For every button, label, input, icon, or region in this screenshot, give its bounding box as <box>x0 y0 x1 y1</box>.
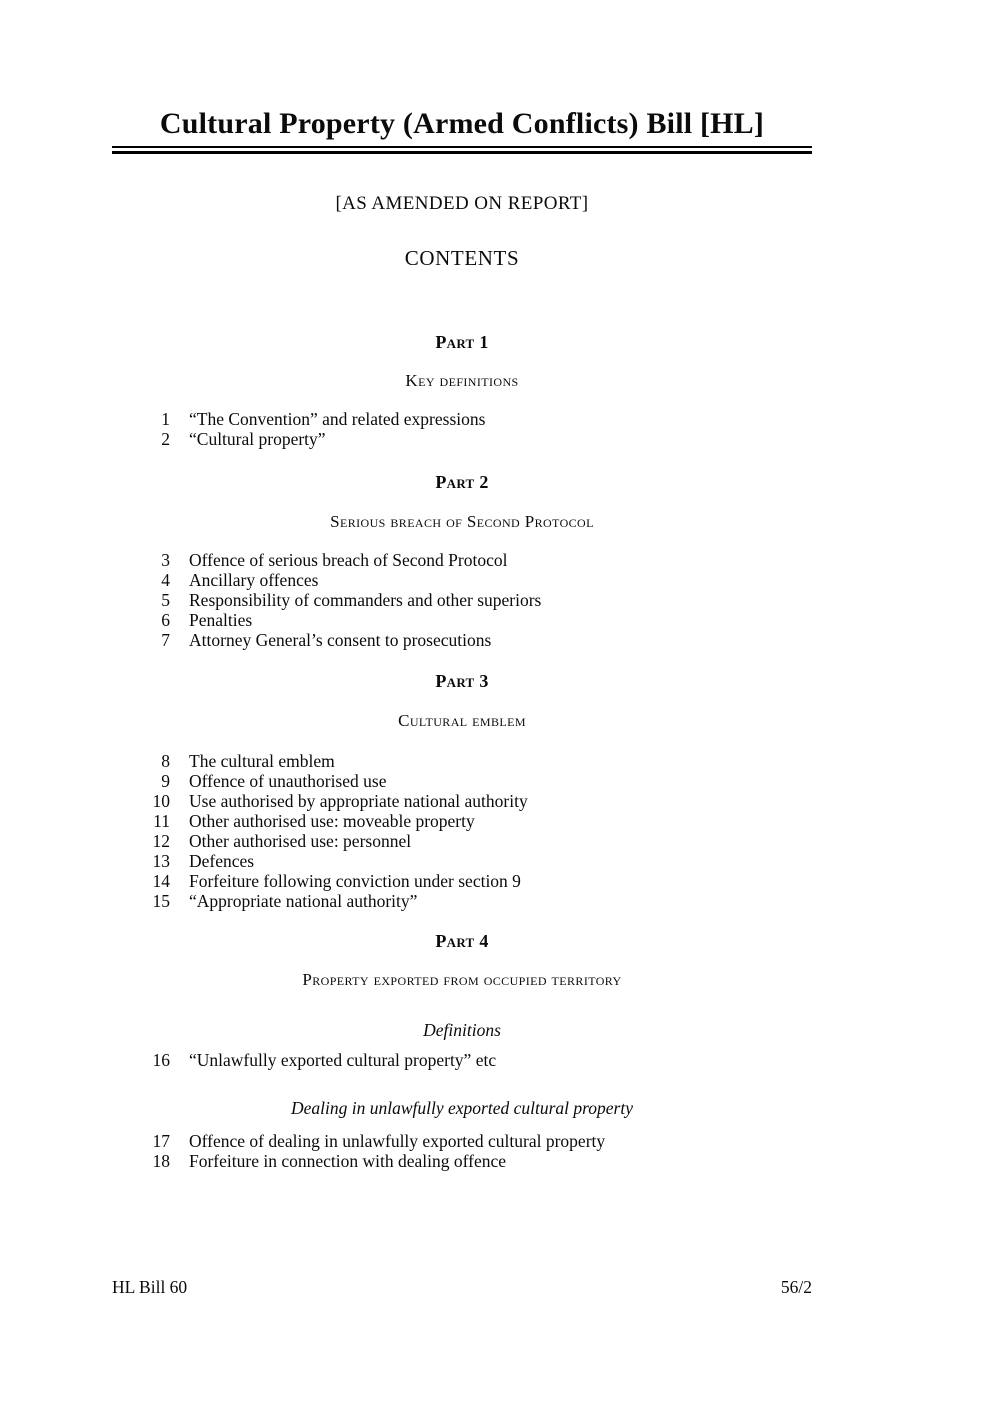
section-title: Defences <box>189 851 255 871</box>
section-list <box>112 550 812 650</box>
section-number: 10 <box>152 791 170 811</box>
section-list <box>112 1050 812 1070</box>
part-label: Part 1 <box>435 332 489 352</box>
part-heading: Property exported from occupied territory <box>302 970 622 989</box>
section-row <box>112 771 812 791</box>
section-title: Penalties <box>189 610 253 630</box>
section-number: 14 <box>152 871 170 891</box>
section-number: 6 <box>161 610 170 630</box>
section-row <box>112 1050 812 1070</box>
section-title: Forfeiture following conviction under section 9 <box>189 871 521 891</box>
section-row <box>112 630 812 650</box>
section-row <box>112 831 812 851</box>
section-title: “Cultural property” <box>189 429 326 449</box>
footer-session-code: 56/2 <box>780 1277 812 1297</box>
section-title: Forfeiture in connection with dealing offence <box>189 1151 506 1171</box>
section-number: 9 <box>161 771 170 791</box>
amendment-note: [AS AMENDED ON REPORT] <box>335 193 589 214</box>
section-title: The cultural emblem <box>189 751 335 771</box>
contents-page <box>112 0 812 1171</box>
section-title: Offence of dealing in unlawfully exported cultural property <box>189 1131 606 1151</box>
section-number: 1 <box>161 409 170 429</box>
section-row <box>112 590 812 610</box>
section-row <box>112 610 812 630</box>
crossheading: Dealing in unlawfully exported cultural property <box>290 1098 633 1118</box>
page-footer <box>112 1277 812 1298</box>
part-heading: Cultural emblem <box>398 711 526 730</box>
contents-heading: CONTENTS <box>404 246 520 270</box>
section-title: Ancillary offences <box>189 570 319 590</box>
section-number: 5 <box>161 590 170 610</box>
part-label: Part 3 <box>435 671 489 691</box>
section-number: 17 <box>152 1131 170 1151</box>
section-row <box>112 429 812 449</box>
section-title: Other authorised use: moveable property <box>189 811 475 831</box>
part-heading: Key definitions <box>405 371 519 390</box>
section-title: “Unlawfully exported cultural property” etc <box>189 1050 497 1070</box>
section-row <box>112 891 812 911</box>
section-row <box>112 1151 812 1171</box>
section-number: 7 <box>161 630 170 650</box>
section-title: Responsibility of commanders and other superiors <box>189 590 542 610</box>
section-row <box>112 871 812 891</box>
section-number: 11 <box>153 811 170 831</box>
crossheading: Definitions <box>423 1020 501 1040</box>
section-row <box>112 851 812 871</box>
section-number: 15 <box>152 891 170 911</box>
part-heading: Serious breach of Second Protocol <box>330 512 594 531</box>
footer-bill-number: HL Bill 60 <box>112 1277 188 1297</box>
section-number: 4 <box>161 570 170 590</box>
part-label: Part 4 <box>435 931 489 951</box>
section-number: 16 <box>152 1050 170 1070</box>
section-title: Other authorised use: personnel <box>189 831 412 851</box>
section-number: 2 <box>161 429 170 449</box>
section-number: 3 <box>161 550 170 570</box>
part-label: Part 2 <box>435 472 489 492</box>
section-number: 8 <box>161 751 170 771</box>
section-list <box>112 751 812 911</box>
section-number: 12 <box>152 831 170 851</box>
bill-title: Cultural Property (Armed Conflicts) Bill [HL] <box>159 107 765 140</box>
section-title: “Appropriate national authority” <box>189 891 418 911</box>
double-rule <box>112 146 812 154</box>
section-number: 13 <box>152 851 170 871</box>
section-list <box>112 1131 812 1171</box>
section-row <box>112 409 812 429</box>
section-title: Attorney General’s consent to prosecutions <box>189 630 492 650</box>
section-list <box>112 409 812 449</box>
section-number: 18 <box>152 1151 170 1171</box>
section-row <box>112 570 812 590</box>
section-row <box>112 791 812 811</box>
section-row <box>112 1131 812 1151</box>
section-title: “The Convention” and related expressions <box>189 409 486 429</box>
section-title: Offence of serious breach of Second Protocol <box>189 550 508 570</box>
section-title: Offence of unauthorised use <box>189 771 387 791</box>
section-title: Use authorised by appropriate national authority <box>189 791 528 811</box>
section-row <box>112 811 812 831</box>
section-row <box>112 550 812 570</box>
section-row <box>112 751 812 771</box>
